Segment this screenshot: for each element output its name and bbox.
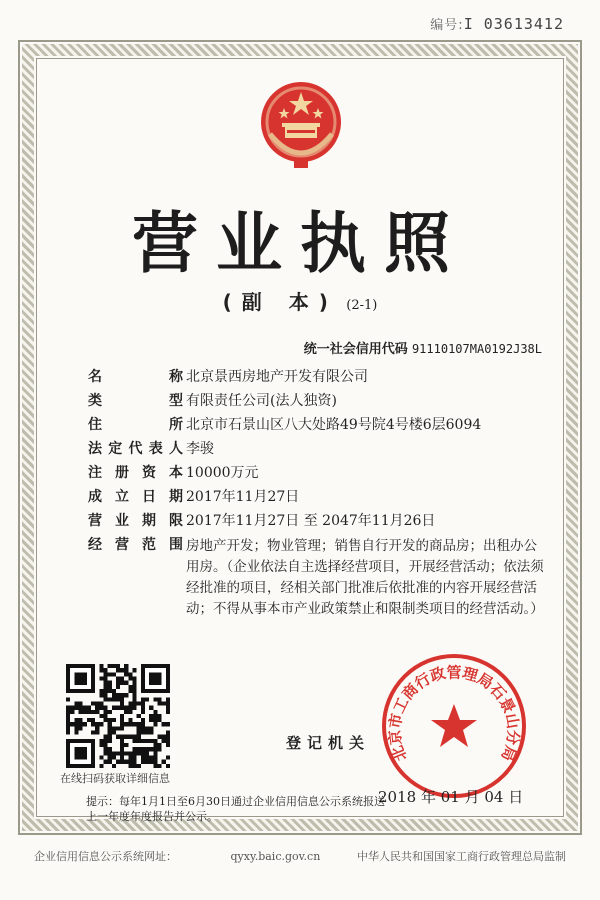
- business-info: [88, 368, 558, 625]
- field-type: [88, 392, 558, 411]
- field-establishment-date: [88, 488, 558, 507]
- field-value: 10000万元: [186, 465, 259, 481]
- field-legal-representative: [88, 440, 558, 459]
- footer-url[interactable]: qyxy.baic.gov.cn: [230, 850, 321, 863]
- field-label: 住 所: [88, 417, 183, 433]
- field-label: 注 册 资 本: [88, 465, 183, 481]
- field-value: 2017年11月27日: [186, 489, 300, 505]
- field-label: 成 立 日 期: [88, 489, 183, 505]
- issue-date: 2018 年 01 月 04 日: [378, 788, 524, 806]
- field-value: 李骏: [186, 441, 214, 457]
- qr-caption: 在线扫码获取详细信息: [60, 772, 170, 785]
- footer-issuer: 中华人民共和国国家工商行政管理总局监制: [357, 850, 566, 863]
- field-address: [88, 416, 558, 435]
- serial-value: I 03613412: [463, 15, 564, 33]
- field-value: 2017年11月27日 至 2047年11月26日: [186, 513, 436, 529]
- credit-code-label: 统一社会信用代码: [303, 342, 408, 357]
- credit-code-value: 91110107MA0192J38L: [411, 342, 542, 356]
- field-value: 房地产开发；物业管理；销售自行开发的商品房；出租办公用房。（企业依法自主选择经营项目，开展经营活动；依法须经批准的项目，经相关部门批准后依批准的内容开展经营活动；不得从事本市产业政策禁止和限制类项目的经营活动。）: [186, 538, 544, 617]
- field-value: 北京市石景山区八大处路49号院4号楼6层6094: [186, 417, 482, 433]
- serial-label: 编号:: [430, 18, 464, 33]
- field-label: 名 称: [88, 369, 183, 385]
- registration-authority: 登记机关: [286, 734, 371, 752]
- serial-number: [430, 14, 564, 33]
- page-indicator: (2-1): [346, 298, 378, 313]
- field-label: 经 营 范 围: [88, 537, 183, 553]
- field-business-scope: [88, 536, 558, 620]
- annual-report-notice: 提示：每年1月1日至6月30日通过企业信用信息公示系统报送上一年度年度报告并公示。: [86, 795, 385, 823]
- field-value: 北京景西房地产开发有限公司: [186, 369, 368, 385]
- field-registered-capital: [88, 464, 558, 483]
- copy-label: (副 本): [222, 290, 338, 314]
- qr-code[interactable]: [66, 664, 170, 768]
- certificate-subtitle: [0, 286, 600, 315]
- field-value: 有限责任公司(法人独资): [186, 393, 337, 409]
- seal-text: 北京市工商行政管理局石景山分局: [385, 663, 523, 764]
- national-emblem-icon: [258, 78, 344, 172]
- credit-code: [304, 338, 542, 357]
- footer: [34, 848, 566, 864]
- official-seal-icon: [380, 652, 528, 800]
- field-business-term: [88, 512, 558, 531]
- certificate-title: 营业执照: [132, 205, 468, 282]
- footer-left: [34, 848, 320, 864]
- footer-website-label: 企业信用信息公示系统网址：: [34, 850, 177, 863]
- field-name: [88, 368, 558, 387]
- field-label: 营 业 期 限: [88, 513, 183, 529]
- field-label: 类 型: [88, 393, 183, 409]
- field-label: 法 定 代 表 人: [88, 441, 183, 457]
